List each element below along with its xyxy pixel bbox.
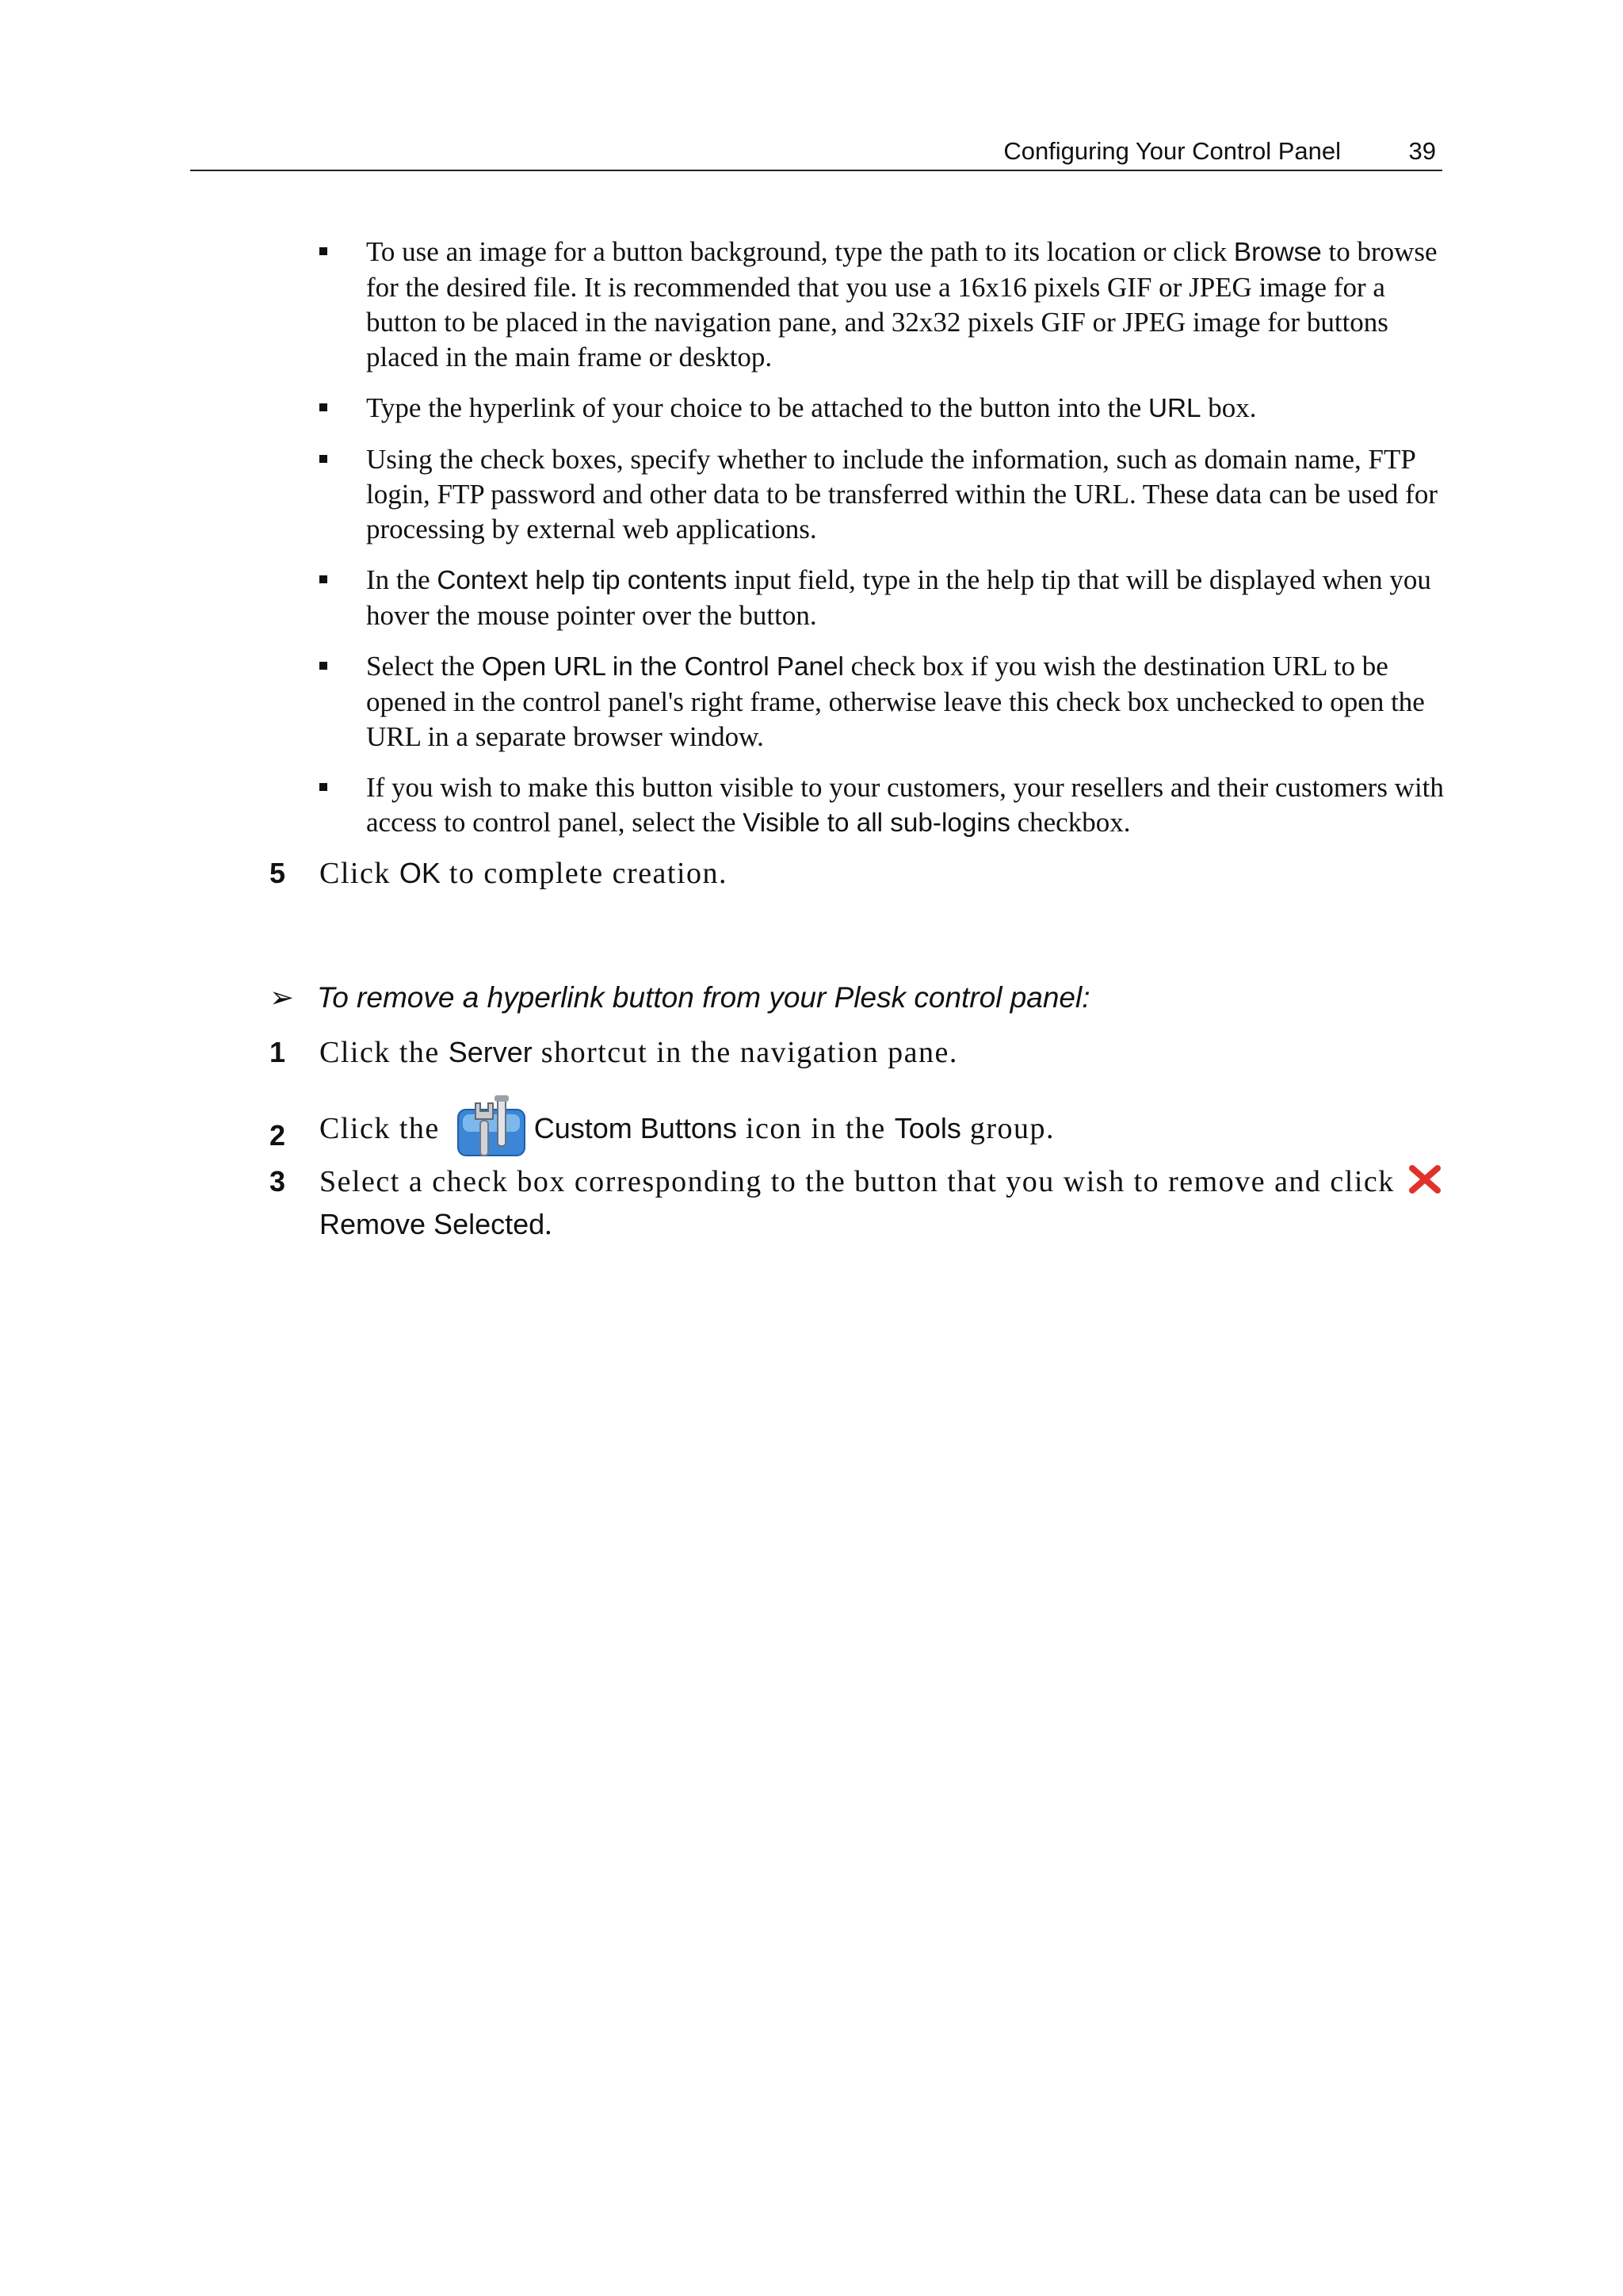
step-text: icon in the	[736, 1112, 895, 1146]
ui-term: Context help tip contents	[437, 566, 727, 595]
header-rule	[190, 170, 1442, 171]
page-number: 39	[1408, 137, 1436, 165]
step-number: 2	[269, 1119, 286, 1152]
bullet-text: input field, type in the help tip that will be displayed when you hover the mouse pointer over the button.	[366, 564, 1431, 631]
bullet-item	[313, 442, 1446, 547]
ui-term: Visible to all sub-logins	[743, 808, 1010, 838]
step-number: 1	[269, 1036, 286, 1068]
page-header	[190, 136, 1442, 175]
ui-term: Browse	[1233, 238, 1322, 267]
bullet-text: Using the check boxes, specify whether to include the information, such as domain name, FTP login, FTP password and other data to be transferred within the URL. These data can be used for processing by external web applications.	[366, 444, 1438, 544]
header-title: Configuring Your Control Panel	[1003, 137, 1341, 165]
step-2	[269, 1094, 1458, 1169]
step-text: Select a check box corresponding to the button that you wish to remove and click	[319, 1165, 1403, 1198]
arrow-bullet-icon: ➢	[269, 981, 295, 1014]
bullet-text: To use an image for a button background, type the path to its location or click	[366, 236, 1234, 267]
remove-x-icon	[1408, 1164, 1442, 1205]
custom-buttons-icon	[453, 1094, 529, 1169]
step-text: Click the	[319, 1112, 449, 1146]
bullet-item	[313, 235, 1446, 375]
bullet-text: checkbox.	[1010, 807, 1131, 838]
procedure-title: To remove a hyperlink button from your Plesk control panel:	[317, 981, 1090, 1014]
step-number: 5	[269, 857, 286, 889]
step-number: 3	[269, 1165, 286, 1198]
bullet-item	[313, 770, 1446, 841]
square-bullet-icon	[319, 455, 327, 463]
bullet-text: check box if you wish the destination URL to be opened in the control panel's right frame, otherwise leave this check box unchecked to open the URL in a separate browser window.	[366, 651, 1425, 752]
server-shortcut-label: Server	[448, 1036, 533, 1068]
bullet-text: Select the	[366, 651, 482, 682]
square-bullet-icon	[319, 247, 327, 255]
procedure-heading	[269, 978, 1090, 1018]
square-bullet-icon	[319, 783, 327, 791]
ui-term: Open URL in the Control Panel	[481, 652, 844, 682]
bullet-text: If you wish to make this button visible to your customers, your resellers and their customers with access to control panel, select the	[366, 772, 1444, 838]
tools-group-label: Tools	[894, 1112, 961, 1145]
bullet-text: In the	[366, 564, 437, 595]
ok-button-label: OK	[399, 857, 441, 889]
bullet-text: box.	[1201, 392, 1257, 423]
remove-selected-label: Remove Selected	[319, 1207, 545, 1240]
custom-buttons-label: Custom Buttons	[533, 1112, 737, 1145]
bullet-list	[313, 235, 1446, 857]
step-5	[269, 854, 1458, 893]
ui-term: URL	[1148, 394, 1201, 423]
bullet-text: to browse for the desired file. It is recommended that you use a 16x16 pixels GIF or JPEG image for a button to be placed in the navigation pane, and 32x32 pixels GIF or JPEG image for buttons placed in the main frame or desktop.	[366, 236, 1438, 372]
step-1	[269, 1033, 1458, 1072]
step-text: .	[544, 1207, 554, 1241]
step-3	[269, 1162, 1458, 1244]
step-text: to complete creation.	[440, 857, 728, 890]
bullet-text: Type the hyperlink of your choice to be attached to the button into the	[366, 392, 1148, 423]
step-text: Click the	[319, 1036, 449, 1069]
step-text: group.	[960, 1112, 1055, 1146]
square-bullet-icon	[319, 575, 327, 583]
bullet-item	[313, 391, 1446, 426]
bullet-item	[313, 649, 1446, 755]
step-text: Click	[319, 857, 399, 890]
square-bullet-icon	[319, 662, 327, 670]
step-text: shortcut in the navigation pane.	[532, 1036, 958, 1069]
square-bullet-icon	[319, 403, 327, 411]
bullet-item	[313, 563, 1446, 633]
